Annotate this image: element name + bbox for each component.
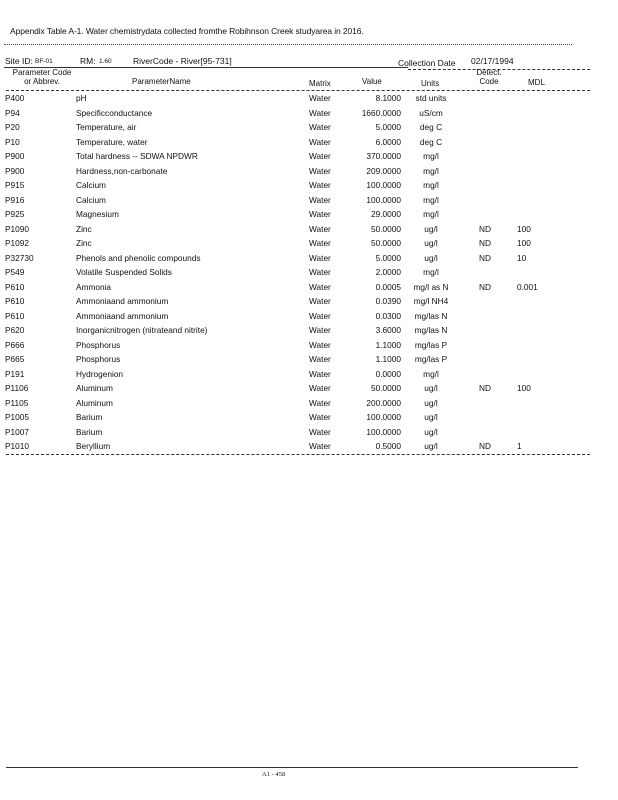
cell-param-code: P666 bbox=[5, 339, 25, 350]
cell-matrix: Water bbox=[309, 151, 331, 161]
cell-value: 1660.0000 bbox=[361, 107, 401, 118]
table-row bbox=[0, 382, 618, 397]
cell-value: 50.0000 bbox=[371, 238, 401, 248]
cell-matrix: Water bbox=[309, 354, 331, 364]
cell-param-code: P94 bbox=[5, 107, 20, 118]
cell-param-code: P900 bbox=[5, 151, 25, 161]
cell-units: mg/l bbox=[423, 165, 439, 176]
river-code: RiverCode - River[95-731] bbox=[133, 56, 232, 66]
cell-value: 100.0000 bbox=[366, 412, 401, 422]
cell-matrix: Water bbox=[309, 267, 331, 277]
cell-units: mg/l bbox=[423, 368, 439, 379]
cell-mdl: 100 bbox=[517, 223, 531, 234]
cell-matrix: Water bbox=[309, 136, 331, 147]
caption-divider bbox=[4, 44, 572, 45]
cell-matrix: Water bbox=[309, 296, 331, 306]
cell-units: ug/l bbox=[424, 383, 438, 393]
cell-mdl: 100 bbox=[517, 383, 531, 393]
cell-detect-code: ND bbox=[479, 441, 491, 451]
cell-param-code: P1007 bbox=[5, 426, 29, 437]
cell-matrix: Water bbox=[309, 325, 331, 335]
cell-param-name: Inorganicnitrogen (nitrateand nitrite) bbox=[76, 325, 208, 335]
cell-units: mg/las N bbox=[414, 325, 448, 335]
cell-param-code: P1005 bbox=[5, 412, 29, 422]
cell-param-name: Temperature, air bbox=[76, 122, 137, 132]
cell-value: 2.0000 bbox=[375, 267, 401, 277]
col-param-name: ParameterName bbox=[132, 77, 191, 86]
cell-param-name: Phosphorus bbox=[76, 354, 121, 364]
table-row bbox=[0, 252, 618, 267]
cell-matrix: Water bbox=[309, 180, 331, 190]
cell-param-code: P620 bbox=[5, 325, 25, 335]
cell-detect-code: ND bbox=[479, 238, 491, 248]
data-table bbox=[0, 92, 618, 455]
cell-param-code: P610 bbox=[5, 310, 25, 321]
col-param-code: Parameter Code or Abbrev. bbox=[12, 68, 72, 86]
cell-matrix: Water bbox=[309, 281, 331, 292]
cell-param-name: Hydrogenion bbox=[76, 368, 124, 379]
col-value: Value bbox=[362, 77, 382, 86]
cell-param-name: Calcium bbox=[76, 180, 106, 190]
table-row bbox=[0, 107, 618, 122]
cell-units: ug/l bbox=[424, 397, 438, 408]
collection-date-label: Collection Date bbox=[398, 58, 456, 68]
cell-param-code: P1106 bbox=[5, 383, 29, 393]
col-mdl: MDL bbox=[528, 78, 545, 87]
cell-value: 0.0300 bbox=[375, 310, 401, 321]
table-row bbox=[0, 310, 618, 325]
cell-value: 0.0000 bbox=[375, 368, 401, 379]
cell-param-code: P900 bbox=[5, 165, 25, 176]
cell-param-code: P10 bbox=[5, 136, 20, 147]
cell-value: 200.0000 bbox=[366, 397, 401, 408]
cell-detect-code: ND bbox=[479, 383, 491, 393]
cell-value: 3.6000 bbox=[375, 325, 401, 335]
cell-param-name: Ammoniaand ammonium bbox=[76, 296, 169, 306]
cell-value: 0.0005 bbox=[375, 281, 401, 292]
cell-detect-code: ND bbox=[479, 281, 491, 292]
collection-date: 02/17/1994 bbox=[471, 56, 514, 66]
cell-param-code: P665 bbox=[5, 354, 25, 364]
table-row bbox=[0, 397, 618, 412]
cell-units: mg/l bbox=[423, 151, 439, 161]
cell-param-code: P925 bbox=[5, 209, 25, 219]
table-row bbox=[0, 426, 618, 441]
cell-units: uS/cm bbox=[419, 107, 443, 118]
cell-units: mg/l NH4 bbox=[413, 296, 449, 306]
cell-value: 209.0000 bbox=[366, 165, 401, 176]
cell-param-code: P1092 bbox=[5, 238, 29, 248]
table-row bbox=[0, 223, 618, 238]
cell-value: 1.1000 bbox=[375, 354, 401, 364]
cell-param-code: P32730 bbox=[5, 252, 34, 263]
table-row bbox=[0, 208, 618, 223]
cell-value: 8.1000 bbox=[375, 93, 401, 103]
cell-param-code: P610 bbox=[5, 281, 25, 292]
cell-matrix: Water bbox=[309, 194, 331, 205]
col-matrix: Matrix bbox=[309, 79, 331, 88]
cell-units: deg C bbox=[419, 122, 443, 132]
cell-value: 100.0000 bbox=[366, 180, 401, 190]
cell-units: mg/l bbox=[423, 267, 439, 277]
cell-value: 370.0000 bbox=[366, 151, 401, 161]
cell-param-code: P610 bbox=[5, 296, 25, 306]
cell-matrix: Water bbox=[309, 397, 331, 408]
site-id-value: BF-01 bbox=[35, 58, 53, 65]
cell-units: ug/l bbox=[424, 441, 438, 451]
table-row bbox=[0, 440, 618, 455]
cell-matrix: Water bbox=[309, 165, 331, 176]
cell-matrix: Water bbox=[309, 412, 331, 422]
cell-param-name: Zinc bbox=[76, 223, 92, 234]
cell-value: 100.0000 bbox=[366, 194, 401, 205]
cell-units: ug/l bbox=[424, 238, 438, 248]
cell-value: 100.0000 bbox=[366, 426, 401, 437]
table-caption: Appendix Table A-1. Water chemistrydata collected fromthe Robihnson Creek studyarea in 2016. bbox=[10, 26, 364, 36]
cell-matrix: Water bbox=[309, 122, 331, 132]
cell-units: mg/l bbox=[423, 180, 439, 190]
cell-param-name: Phenols and phenolic compounds bbox=[76, 252, 201, 263]
cell-value: 50.0000 bbox=[371, 223, 401, 234]
table-row bbox=[0, 281, 618, 296]
cell-value: 29.0000 bbox=[371, 209, 401, 219]
table-row bbox=[0, 121, 618, 136]
rm-label: RM: bbox=[80, 56, 96, 66]
footer-rule bbox=[6, 767, 578, 768]
cell-units: std units bbox=[415, 93, 447, 103]
cell-units: mg/las P bbox=[414, 354, 448, 364]
cell-mdl: 0.001 bbox=[517, 281, 538, 292]
cell-param-code: P20 bbox=[5, 122, 20, 132]
cell-param-name: Beryllium bbox=[76, 441, 111, 451]
cell-param-name: pH bbox=[76, 93, 87, 103]
cell-matrix: Water bbox=[309, 426, 331, 437]
cell-units: mg/las N bbox=[414, 310, 448, 321]
cell-param-code: P549 bbox=[5, 267, 25, 277]
cell-param-name: Calcium bbox=[76, 194, 106, 205]
table-row bbox=[0, 136, 618, 151]
cell-value: 5.0000 bbox=[375, 122, 401, 132]
table-row bbox=[0, 150, 618, 165]
cell-param-code: P1090 bbox=[5, 223, 29, 234]
table-row bbox=[0, 353, 618, 368]
table-row bbox=[0, 368, 618, 383]
cell-param-code: P400 bbox=[5, 93, 25, 103]
table-row bbox=[0, 194, 618, 209]
table-row bbox=[0, 411, 618, 426]
cell-value: 50.0000 bbox=[371, 383, 401, 393]
cell-param-name: Total hardness -- SDWA NPDWR bbox=[76, 151, 198, 161]
cell-param-code: P916 bbox=[5, 194, 25, 205]
cell-param-name: Barium bbox=[76, 426, 103, 437]
cell-param-name: Aluminum bbox=[76, 397, 113, 408]
cell-matrix: Water bbox=[309, 368, 331, 379]
table-row bbox=[0, 179, 618, 194]
cell-matrix: Water bbox=[309, 383, 331, 393]
cell-param-name: Magnesium bbox=[76, 209, 119, 219]
cell-param-name: Zinc bbox=[76, 238, 92, 248]
col-units: Units bbox=[421, 79, 440, 88]
cell-units: ug/l bbox=[424, 426, 438, 437]
cell-units: ug/l bbox=[424, 252, 438, 263]
cell-mdl: 100 bbox=[517, 238, 531, 248]
cell-mdl: 10 bbox=[517, 252, 527, 263]
cell-param-name: Volatile Suspended Solids bbox=[76, 267, 172, 277]
cell-matrix: Water bbox=[309, 441, 331, 451]
cell-matrix: Water bbox=[309, 238, 331, 248]
cell-units: mg/l as N bbox=[413, 281, 449, 292]
cell-matrix: Water bbox=[309, 209, 331, 219]
site-id-label: Site ID: bbox=[5, 56, 33, 66]
col-detect-code: Detect. Code bbox=[476, 68, 502, 86]
table-row bbox=[0, 92, 618, 107]
cell-param-name: Aluminum bbox=[76, 383, 113, 393]
cell-matrix: Water bbox=[309, 339, 331, 350]
table-row bbox=[0, 295, 618, 310]
cell-param-code: P1105 bbox=[5, 397, 29, 408]
cell-mdl: 1 bbox=[517, 441, 522, 451]
table-row bbox=[0, 339, 618, 354]
cell-param-name: Phosphorus bbox=[76, 339, 121, 350]
cell-param-code: P915 bbox=[5, 180, 25, 190]
cell-matrix: Water bbox=[309, 107, 331, 118]
cell-units: ug/l bbox=[424, 223, 438, 234]
cell-param-name: Ammoniaand ammonium bbox=[76, 310, 169, 321]
table-row bbox=[0, 237, 618, 252]
cell-matrix: Water bbox=[309, 310, 331, 321]
cell-detect-code: ND bbox=[479, 223, 491, 234]
cell-param-code: P191 bbox=[5, 368, 25, 379]
cell-matrix: Water bbox=[309, 93, 331, 103]
cell-matrix: Water bbox=[309, 223, 331, 234]
cell-value: 0.0390 bbox=[375, 296, 401, 306]
cell-units: mg/l bbox=[423, 209, 439, 219]
table-bottom-divider bbox=[6, 454, 590, 455]
rm-value: 1.60 bbox=[99, 58, 112, 65]
cell-value: 0.5000 bbox=[375, 441, 401, 451]
cell-units: ug/l bbox=[424, 412, 438, 422]
cell-param-code: P1010 bbox=[5, 441, 29, 451]
page-number: A1 - 458 bbox=[262, 771, 286, 778]
cell-units: mg/las P bbox=[414, 339, 448, 350]
cell-param-name: Hardness,non-carbonate bbox=[76, 165, 168, 176]
cell-value: 6.0000 bbox=[375, 136, 401, 147]
cell-matrix: Water bbox=[309, 252, 331, 263]
cell-param-name: Specificconductance bbox=[76, 107, 153, 118]
cell-value: 5.0000 bbox=[375, 252, 401, 263]
cell-param-name: Ammonia bbox=[76, 281, 112, 292]
header-divider bbox=[6, 90, 590, 91]
cell-units: mg/l bbox=[423, 194, 439, 205]
cell-param-name: Barium bbox=[76, 412, 103, 422]
table-row bbox=[0, 324, 618, 339]
table-row bbox=[0, 266, 618, 281]
cell-value: 1.1000 bbox=[375, 339, 401, 350]
cell-param-name: Temperature, water bbox=[76, 136, 148, 147]
table-row bbox=[0, 165, 618, 180]
cell-detect-code: ND bbox=[479, 252, 491, 263]
cell-units: deg C bbox=[419, 136, 443, 147]
